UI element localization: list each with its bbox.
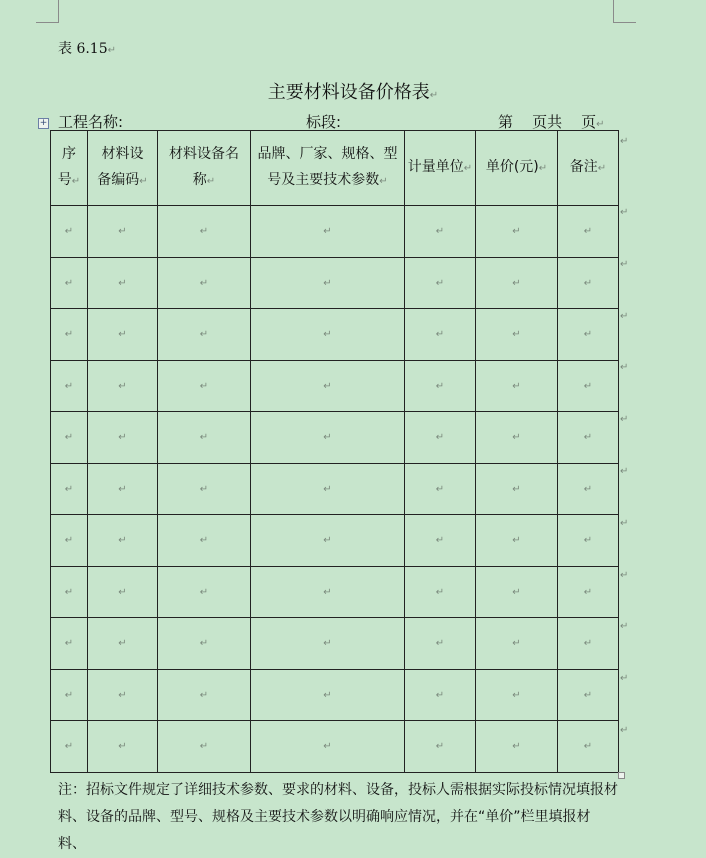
cell-mark-icon: ↵ bbox=[323, 483, 332, 495]
cell-mark-icon: ↵ bbox=[583, 741, 593, 753]
cell-mark-icon: ↵ bbox=[512, 535, 521, 547]
cell-mark-icon: ↵ bbox=[118, 329, 127, 341]
row-end-mark-icon: ↵ bbox=[620, 621, 629, 633]
row-end-mark-icon: ↵ bbox=[620, 310, 629, 322]
table-cell[interactable] bbox=[158, 309, 251, 361]
cell-mark-icon: ↵ bbox=[71, 176, 81, 187]
cell-mark-icon: ↵ bbox=[118, 689, 127, 701]
footnote: 注：招标文件规定了详细技术参数、要求的材料、设备，投标人需根据实际投标情况填报材料、设备的品牌、型号、规格及主要技术参数以明确响应情况，并在“单价”栏里填报材料、 bbox=[58, 782, 618, 852]
table-cell[interactable] bbox=[88, 721, 158, 773]
cell-mark-icon: ↵ bbox=[64, 432, 74, 444]
page-label bbox=[498, 111, 605, 132]
cell-mark-icon: ↵ bbox=[199, 329, 209, 341]
cell-mark-icon: ↵ bbox=[64, 380, 74, 392]
cell-mark-icon: ↵ bbox=[538, 163, 548, 174]
table-cell[interactable] bbox=[158, 669, 251, 721]
table-cell[interactable] bbox=[251, 618, 405, 670]
cell-mark-icon: ↵ bbox=[583, 586, 593, 598]
section-label: 标段: bbox=[306, 113, 342, 131]
table-cell[interactable] bbox=[88, 257, 158, 309]
cell-mark-icon: ↵ bbox=[512, 638, 521, 650]
cell-mark-icon: ↵ bbox=[435, 586, 445, 598]
table-cell[interactable] bbox=[251, 309, 405, 361]
cell-mark-icon: ↵ bbox=[64, 741, 74, 753]
row-end-mark-icon: ↵ bbox=[620, 673, 629, 685]
table-cell[interactable] bbox=[51, 257, 88, 309]
row-end-mark-icon: ↵ bbox=[620, 136, 629, 147]
cell-mark-icon: ↵ bbox=[512, 432, 521, 444]
table-cell[interactable] bbox=[558, 257, 619, 309]
table-row bbox=[51, 463, 619, 515]
table-cell[interactable] bbox=[558, 669, 619, 721]
cell-mark-icon: ↵ bbox=[512, 277, 521, 289]
table-cell[interactable] bbox=[558, 309, 619, 361]
cell-mark-icon: ↵ bbox=[512, 380, 521, 392]
cell-mark-icon: ↵ bbox=[435, 483, 445, 495]
cell-mark-icon: ↵ bbox=[118, 638, 127, 650]
cell-mark-icon: ↵ bbox=[435, 689, 445, 701]
cell-mark-icon: ↵ bbox=[199, 586, 209, 598]
cell-mark-icon: ↵ bbox=[64, 483, 74, 495]
cell-mark-icon: ↵ bbox=[199, 226, 209, 238]
table-cell[interactable] bbox=[405, 566, 476, 618]
table-cell[interactable] bbox=[251, 257, 405, 309]
cell-mark-icon: ↵ bbox=[118, 741, 127, 753]
cell-mark-icon: ↵ bbox=[199, 380, 209, 392]
table-cell[interactable] bbox=[51, 360, 88, 412]
cell-mark-icon: ↵ bbox=[64, 586, 74, 598]
table-cell[interactable] bbox=[158, 257, 251, 309]
cell-mark-icon: ↵ bbox=[64, 277, 74, 289]
table-cell[interactable] bbox=[51, 566, 88, 618]
table-resize-handle-icon[interactable] bbox=[618, 772, 625, 779]
table-cell[interactable] bbox=[88, 669, 158, 721]
cell-mark-icon: ↵ bbox=[435, 277, 445, 289]
paragraph-mark-icon: ↵ bbox=[107, 45, 117, 56]
cell-mark-icon: ↵ bbox=[512, 226, 521, 238]
table-cell[interactable] bbox=[51, 669, 88, 721]
table-cell[interactable] bbox=[158, 618, 251, 670]
table-cell[interactable] bbox=[88, 360, 158, 412]
table-cell[interactable] bbox=[405, 360, 476, 412]
cell-mark-icon: ↵ bbox=[199, 277, 209, 289]
cell-mark-icon: ↵ bbox=[512, 586, 521, 598]
table-cell[interactable] bbox=[558, 721, 619, 773]
table-row bbox=[51, 257, 619, 309]
table-cell[interactable] bbox=[476, 566, 558, 618]
cell-mark-icon: ↵ bbox=[435, 329, 445, 341]
cell-mark-icon: ↵ bbox=[323, 432, 332, 444]
cell-mark-icon: ↵ bbox=[64, 226, 74, 238]
cell-mark-icon: ↵ bbox=[583, 483, 593, 495]
cell-mark-icon: ↵ bbox=[64, 329, 74, 341]
cell-mark-icon: ↵ bbox=[435, 638, 445, 650]
row-end-mark-icon: ↵ bbox=[620, 414, 629, 426]
materials-price-table bbox=[50, 130, 619, 773]
table-cell[interactable] bbox=[558, 618, 619, 670]
cell-mark-icon: ↵ bbox=[379, 176, 388, 187]
row-end-mark-icon: ↵ bbox=[620, 725, 629, 736]
cell-mark-icon: ↵ bbox=[199, 689, 209, 701]
table-cell[interactable] bbox=[158, 360, 251, 412]
table-cell[interactable] bbox=[251, 515, 405, 567]
table-cell[interactable] bbox=[51, 463, 88, 515]
table-cell[interactable] bbox=[405, 463, 476, 515]
table-cell[interactable] bbox=[158, 566, 251, 618]
cell-mark-icon: ↵ bbox=[199, 535, 209, 547]
project-name-label: 工程名称: bbox=[58, 113, 124, 131]
row-end-mark-icon: ↵ bbox=[620, 207, 629, 218]
cell-mark-icon: ↵ bbox=[118, 535, 127, 547]
cell-mark-icon: ↵ bbox=[583, 277, 593, 289]
table-cell[interactable] bbox=[476, 669, 558, 721]
table-header-row bbox=[51, 131, 619, 206]
cell-mark-icon: ↵ bbox=[597, 163, 607, 174]
cell-mark-icon: ↵ bbox=[199, 741, 209, 753]
cell-mark-icon: ↵ bbox=[64, 535, 74, 547]
cell-mark-icon: ↵ bbox=[323, 226, 332, 238]
column-header: 材料设备名 称↵ bbox=[158, 131, 251, 206]
page-label-text: 第 页共 页 bbox=[498, 113, 597, 131]
table-row bbox=[51, 566, 619, 618]
cell-mark-icon: ↵ bbox=[199, 483, 209, 495]
table-cell[interactable] bbox=[405, 721, 476, 773]
column-header: 品牌、厂家、规格、型 号及主要技术参数↵ bbox=[251, 131, 405, 206]
table-cell[interactable] bbox=[405, 206, 476, 258]
table-cell[interactable] bbox=[476, 618, 558, 670]
table-cell[interactable] bbox=[158, 721, 251, 773]
cell-mark-icon: ↵ bbox=[199, 638, 209, 650]
table-cell[interactable] bbox=[51, 412, 88, 464]
table-cell[interactable] bbox=[405, 412, 476, 464]
table-cell[interactable] bbox=[51, 206, 88, 258]
cell-mark-icon: ↵ bbox=[583, 689, 593, 701]
page-title-text: 主要材料设备价格表 bbox=[267, 82, 430, 103]
column-header: 单价(元)↵ bbox=[476, 131, 558, 206]
cell-mark-icon: ↵ bbox=[323, 689, 332, 701]
column-header: 序 号↵ bbox=[51, 131, 88, 206]
table-cell[interactable] bbox=[88, 463, 158, 515]
table-cell[interactable] bbox=[51, 618, 88, 670]
table-row bbox=[51, 721, 619, 773]
table-cell[interactable] bbox=[251, 463, 405, 515]
cell-mark-icon: ↵ bbox=[206, 176, 216, 187]
table-cell[interactable] bbox=[476, 206, 558, 258]
table-cell[interactable] bbox=[558, 566, 619, 618]
table-cell[interactable] bbox=[476, 412, 558, 464]
table-cell[interactable] bbox=[476, 721, 558, 773]
table-cell[interactable] bbox=[158, 515, 251, 567]
table-cell[interactable] bbox=[405, 257, 476, 309]
cell-mark-icon: ↵ bbox=[463, 163, 473, 174]
cell-mark-icon: ↵ bbox=[323, 535, 332, 547]
table-cell[interactable] bbox=[476, 257, 558, 309]
table-cell[interactable] bbox=[158, 412, 251, 464]
table-cell[interactable] bbox=[558, 360, 619, 412]
table-cell[interactable] bbox=[88, 309, 158, 361]
cell-mark-icon: ↵ bbox=[512, 329, 521, 341]
cell-mark-icon: ↵ bbox=[323, 380, 332, 392]
row-end-mark-icon: ↵ bbox=[620, 362, 629, 374]
cell-mark-icon: ↵ bbox=[512, 689, 521, 701]
cell-mark-icon: ↵ bbox=[435, 741, 445, 753]
table-row bbox=[51, 412, 619, 464]
table-cell[interactable] bbox=[251, 360, 405, 412]
table-cell[interactable] bbox=[251, 566, 405, 618]
cell-mark-icon: ↵ bbox=[118, 380, 127, 392]
table-cell[interactable] bbox=[88, 515, 158, 567]
table-cell[interactable] bbox=[158, 206, 251, 258]
table-cell[interactable] bbox=[476, 309, 558, 361]
cell-mark-icon: ↵ bbox=[118, 277, 127, 289]
table-cell[interactable] bbox=[405, 309, 476, 361]
table-row bbox=[51, 515, 619, 567]
table-cell[interactable] bbox=[476, 360, 558, 412]
table-move-handle-icon[interactable]: + bbox=[39, 118, 48, 128]
table-cell[interactable] bbox=[405, 515, 476, 567]
table-cell[interactable] bbox=[88, 206, 158, 258]
table-cell[interactable] bbox=[251, 669, 405, 721]
table-cell[interactable] bbox=[558, 206, 619, 258]
table-cell[interactable] bbox=[158, 463, 251, 515]
cell-mark-icon: ↵ bbox=[583, 535, 593, 547]
cell-mark-icon: ↵ bbox=[512, 483, 521, 495]
table-cell[interactable] bbox=[476, 463, 558, 515]
table-row bbox=[51, 206, 619, 258]
table-cell[interactable] bbox=[476, 515, 558, 567]
table-cell[interactable] bbox=[251, 721, 405, 773]
table-cell[interactable] bbox=[88, 566, 158, 618]
cell-mark-icon: ↵ bbox=[435, 432, 445, 444]
table-cell[interactable] bbox=[405, 669, 476, 721]
cell-mark-icon: ↵ bbox=[64, 638, 74, 650]
table-cell[interactable] bbox=[88, 412, 158, 464]
table-number bbox=[58, 38, 116, 58]
table-row bbox=[51, 618, 619, 670]
cell-mark-icon: ↵ bbox=[512, 741, 521, 753]
table-cell[interactable] bbox=[558, 463, 619, 515]
table-cell[interactable] bbox=[251, 206, 405, 258]
crop-mark-top-left bbox=[36, 0, 59, 23]
cell-mark-icon: ↵ bbox=[64, 689, 74, 701]
cell-mark-icon: ↵ bbox=[139, 176, 148, 187]
cell-mark-icon: ↵ bbox=[323, 277, 332, 289]
crop-mark-top-right bbox=[613, 0, 636, 23]
cell-mark-icon: ↵ bbox=[118, 586, 127, 598]
table-cell[interactable] bbox=[88, 618, 158, 670]
cell-mark-icon: ↵ bbox=[323, 638, 332, 650]
cell-mark-icon: ↵ bbox=[199, 432, 209, 444]
cell-mark-icon: ↵ bbox=[118, 432, 127, 444]
table-row bbox=[51, 360, 619, 412]
row-end-mark-icon: ↵ bbox=[620, 258, 629, 270]
cell-mark-icon: ↵ bbox=[583, 226, 593, 238]
cell-mark-icon: ↵ bbox=[323, 741, 332, 753]
cell-mark-icon: ↵ bbox=[323, 586, 332, 598]
table-number-text: 表 6.15 bbox=[58, 41, 108, 57]
table-cell[interactable] bbox=[558, 412, 619, 464]
cell-mark-icon: ↵ bbox=[583, 329, 593, 341]
cell-mark-icon: ↵ bbox=[435, 535, 445, 547]
row-end-mark-icon: ↵ bbox=[620, 517, 629, 529]
column-header: 材料设 备编码↵ bbox=[88, 131, 158, 206]
table-row bbox=[51, 669, 619, 721]
paragraph-mark-icon: ↵ bbox=[596, 119, 605, 130]
cell-mark-icon: ↵ bbox=[583, 432, 593, 444]
paragraph-mark-icon: ↵ bbox=[429, 90, 439, 101]
row-end-mark-icon: ↵ bbox=[620, 466, 629, 477]
cell-mark-icon: ↵ bbox=[323, 329, 332, 341]
table-cell[interactable] bbox=[51, 309, 88, 361]
cell-mark-icon: ↵ bbox=[435, 380, 445, 392]
cell-mark-icon: ↵ bbox=[583, 638, 593, 650]
table-cell[interactable] bbox=[51, 515, 88, 567]
table-cell[interactable] bbox=[405, 618, 476, 670]
table-row bbox=[51, 309, 619, 361]
column-header: 备注↵ bbox=[558, 131, 619, 206]
column-header: 计量单位↵ bbox=[405, 131, 476, 206]
table-cell[interactable] bbox=[251, 412, 405, 464]
cell-mark-icon: ↵ bbox=[583, 380, 593, 392]
row-end-mark-icon: ↵ bbox=[620, 569, 629, 581]
table-body bbox=[51, 206, 619, 773]
table-cell[interactable] bbox=[51, 721, 88, 773]
cell-mark-icon: ↵ bbox=[435, 226, 445, 238]
cell-mark-icon: ↵ bbox=[118, 483, 127, 495]
page-title bbox=[0, 78, 706, 104]
cell-mark-icon: ↵ bbox=[118, 226, 127, 238]
table-cell[interactable] bbox=[558, 515, 619, 567]
